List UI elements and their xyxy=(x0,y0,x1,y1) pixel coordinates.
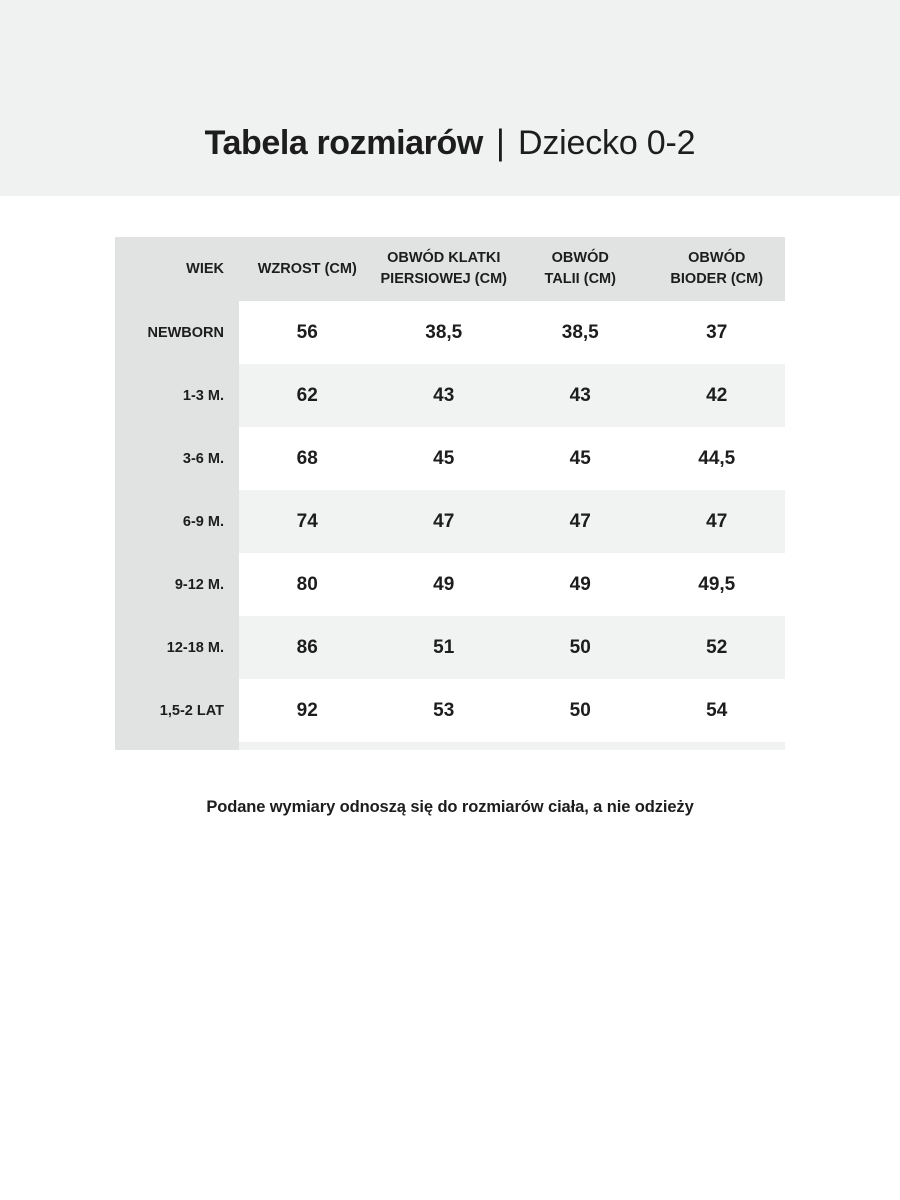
header-label: PIERSIOWEJ (CM) xyxy=(380,271,507,287)
value-cell: 53 xyxy=(376,679,513,742)
table-bottom-strip xyxy=(239,742,785,750)
header-label: OBWÓD KLATKI xyxy=(387,250,501,266)
table-row xyxy=(115,427,785,490)
value-cell: 68 xyxy=(239,427,376,490)
value-cell: 74 xyxy=(239,490,376,553)
value-cell: 56 xyxy=(239,301,376,364)
value-cell: 42 xyxy=(649,364,786,427)
value-cell: 50 xyxy=(512,616,649,679)
value-cell: 92 xyxy=(239,679,376,742)
table-row xyxy=(115,616,785,679)
value-cell: 51 xyxy=(376,616,513,679)
value-cell: 38,5 xyxy=(376,301,513,364)
value-cell: 43 xyxy=(512,364,649,427)
header-cell-talia xyxy=(512,237,649,301)
row-label-cell: 1-3 M. xyxy=(182,387,224,404)
value-cell: 49 xyxy=(512,553,649,616)
value-cell: 54 xyxy=(649,679,786,742)
value-cell: 45 xyxy=(512,427,649,490)
header-cell-biodra xyxy=(649,237,786,301)
table-row xyxy=(115,301,785,364)
header-label: TALII (CM) xyxy=(544,271,616,287)
value-cell: 44,5 xyxy=(649,427,786,490)
title-banner xyxy=(0,0,900,196)
value-cell: 49 xyxy=(376,553,513,616)
value-cell: 37 xyxy=(649,301,786,364)
value-cell: 86 xyxy=(239,616,376,679)
value-cell: 47 xyxy=(376,490,513,553)
title-divider: | xyxy=(495,123,506,162)
value-cell: 52 xyxy=(649,616,786,679)
header-label: BIODER (CM) xyxy=(670,271,764,287)
value-cell: 47 xyxy=(649,490,786,553)
table-row xyxy=(115,364,785,427)
value-cell: 43 xyxy=(376,364,513,427)
header-label: OBWÓD xyxy=(688,250,746,266)
size-note: Podane wymiary odnoszą się do rozmiarów ciała, a nie odzieży xyxy=(206,798,694,816)
value-cell: 38,5 xyxy=(512,301,649,364)
table-row xyxy=(115,553,785,616)
value-cell: 80 xyxy=(239,553,376,616)
value-cell: 62 xyxy=(239,364,376,427)
title-subtitle: Dziecko 0-2 xyxy=(518,124,696,162)
row-label-cell: 9-12 M. xyxy=(174,576,224,593)
page-title xyxy=(205,123,696,163)
value-cell: 49,5 xyxy=(649,553,786,616)
header-label: WIEK xyxy=(186,261,224,277)
main-content xyxy=(0,237,900,817)
row-label-cell: 12-18 M. xyxy=(166,639,224,656)
row-label-cell: 6-9 M. xyxy=(182,513,224,530)
header-cell-wzrost xyxy=(239,237,376,301)
header-cell-klatka xyxy=(376,237,513,301)
value-cell: 50 xyxy=(512,679,649,742)
row-label-cell: 1,5-2 LAT xyxy=(159,702,224,719)
header-cell-wiek xyxy=(115,237,239,301)
row-label-cell: 3-6 M. xyxy=(182,450,224,467)
header-label: WZROST (CM) xyxy=(257,260,357,277)
table-row xyxy=(115,490,785,553)
header-label: OBWÓD xyxy=(551,250,609,266)
row-label-cell: NEWBORN xyxy=(147,324,224,341)
value-cell: 47 xyxy=(512,490,649,553)
table-row xyxy=(115,679,785,742)
size-table xyxy=(115,237,785,750)
value-cell: 45 xyxy=(376,427,513,490)
table-header-row xyxy=(115,237,785,301)
title-main: Tabela rozmiarów xyxy=(204,124,483,162)
